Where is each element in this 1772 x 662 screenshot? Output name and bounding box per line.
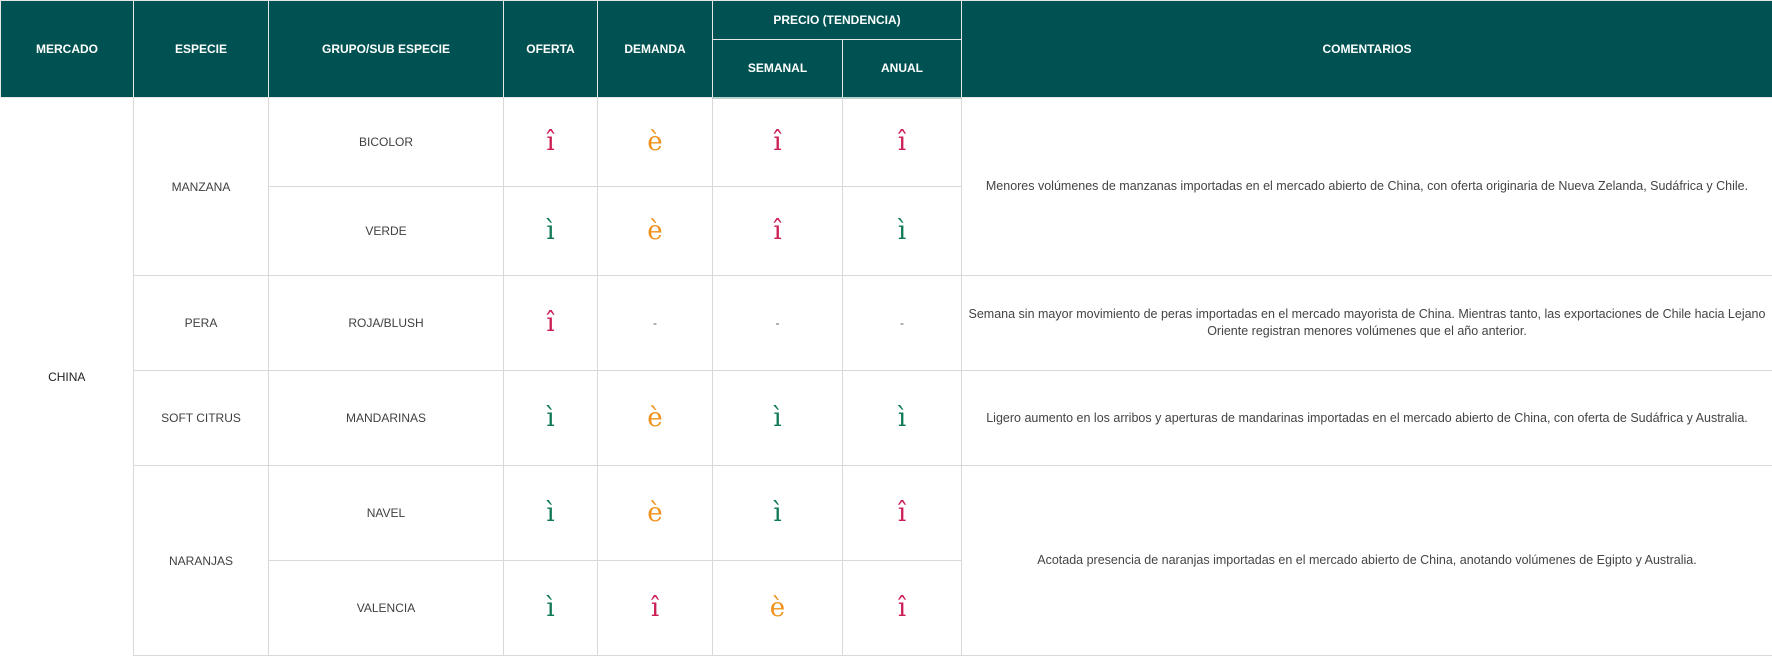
- header-semanal: SEMANAL: [713, 40, 843, 98]
- dash-placeholder: -: [775, 316, 780, 330]
- header-anual: ANUAL: [843, 40, 962, 98]
- grupo-cell: NAVEL: [269, 466, 504, 561]
- header-precio: PRECIO (TENDENCIA): [713, 1, 962, 40]
- anual-cell: [843, 371, 962, 466]
- table-row: [1, 98, 1772, 187]
- trend-up-icon: î: [773, 127, 782, 158]
- anual-cell: [843, 466, 962, 561]
- trend-down-icon: ì: [546, 593, 555, 623]
- oferta-cell: [504, 98, 598, 187]
- especie-cell: MANZANA: [134, 98, 269, 276]
- trend-down-icon: ì: [546, 403, 555, 433]
- trend-up-icon: î: [546, 308, 555, 338]
- trend-flat-icon: è: [647, 498, 663, 528]
- especie-cell: PERA: [134, 276, 269, 371]
- comentario-cell: Semana sin mayor movimiento de peras importadas en el mercado mayorista de China. Mientras tanto, las exportaciones de Chile hacia Lejano Oriente registran menores volúmenes que el año anterior.: [962, 276, 1772, 371]
- grupo-cell: MANDARINAS: [269, 371, 504, 466]
- table-row: [1, 371, 1772, 466]
- table-row: [1, 466, 1772, 561]
- grupo-cell: ROJA/BLUSH: [269, 276, 504, 371]
- trend-flat-icon: è: [769, 593, 786, 623]
- trend-down-icon: ì: [897, 403, 907, 433]
- semanal-cell: [713, 466, 843, 561]
- header-comentarios: COMENTARIOS: [962, 1, 1772, 98]
- header-oferta: OFERTA: [504, 1, 598, 98]
- trend-up-icon: î: [897, 127, 907, 158]
- oferta-cell: [504, 371, 598, 466]
- dash-placeholder: -: [900, 316, 904, 330]
- trend-flat-icon: è: [647, 216, 663, 246]
- header-demanda: DEMANDA: [598, 1, 713, 98]
- oferta-cell: [504, 466, 598, 561]
- demanda-cell: [598, 371, 713, 466]
- semanal-cell: [713, 371, 843, 466]
- trend-down-icon: ì: [773, 403, 782, 433]
- header-grupo: GRUPO/SUB ESPECIE: [269, 1, 504, 98]
- demanda-cell: [598, 466, 713, 561]
- comentario-cell: Menores volúmenes de manzanas importadas en el mercado abierto de China, con oferta originaria de Nueva Zelanda, Sudáfrica y Chile.: [962, 98, 1772, 276]
- semanal-cell: [713, 276, 843, 371]
- grupo-cell: VALENCIA: [269, 561, 504, 656]
- trend-up-icon: î: [897, 593, 907, 623]
- anual-cell: [843, 276, 962, 371]
- header-especie: ESPECIE: [134, 1, 269, 98]
- trend-up-icon: î: [773, 216, 782, 246]
- especie-cell: NARANJAS: [134, 466, 269, 656]
- demanda-cell: [598, 187, 713, 276]
- trend-flat-icon: è: [647, 403, 663, 433]
- header-mercado: MERCADO: [1, 1, 134, 98]
- table-row: [1, 276, 1772, 371]
- semanal-cell: [713, 561, 843, 656]
- semanal-cell: [713, 98, 843, 187]
- trend-down-icon: ì: [897, 216, 907, 246]
- trend-down-icon: ì: [546, 216, 555, 246]
- demanda-cell: [598, 98, 713, 187]
- oferta-cell: [504, 276, 598, 371]
- mercado-cell: CHINA: [1, 98, 134, 656]
- grupo-cell: VERDE: [269, 187, 504, 276]
- comentario-cell: Ligero aumento en los arribos y aperturas de mandarinas importadas en el mercado abierto de China, con oferta de Sudáfrica y Australia.: [962, 371, 1772, 466]
- demanda-cell: [598, 276, 713, 371]
- trend-down-icon: ì: [546, 498, 555, 528]
- anual-cell: [843, 98, 962, 187]
- trend-up-icon: î: [897, 498, 907, 528]
- anual-cell: [843, 561, 962, 656]
- trend-flat-icon: è: [647, 127, 663, 157]
- comentario-cell: Acotada presencia de naranjas importadas en el mercado abierto de China, anotando volúmenes de Egipto y Australia.: [962, 466, 1772, 656]
- oferta-cell: [504, 187, 598, 276]
- oferta-cell: [504, 561, 598, 656]
- trend-up-icon: î: [546, 127, 555, 157]
- grupo-cell: BICOLOR: [269, 98, 504, 187]
- trend-down-icon: ì: [773, 498, 782, 528]
- especie-cell: SOFT CITRUS: [134, 371, 269, 466]
- demanda-cell: [598, 561, 713, 656]
- anual-cell: [843, 187, 962, 276]
- dash-placeholder: -: [653, 316, 657, 330]
- trend-up-icon: î: [650, 593, 660, 623]
- semanal-cell: [713, 187, 843, 276]
